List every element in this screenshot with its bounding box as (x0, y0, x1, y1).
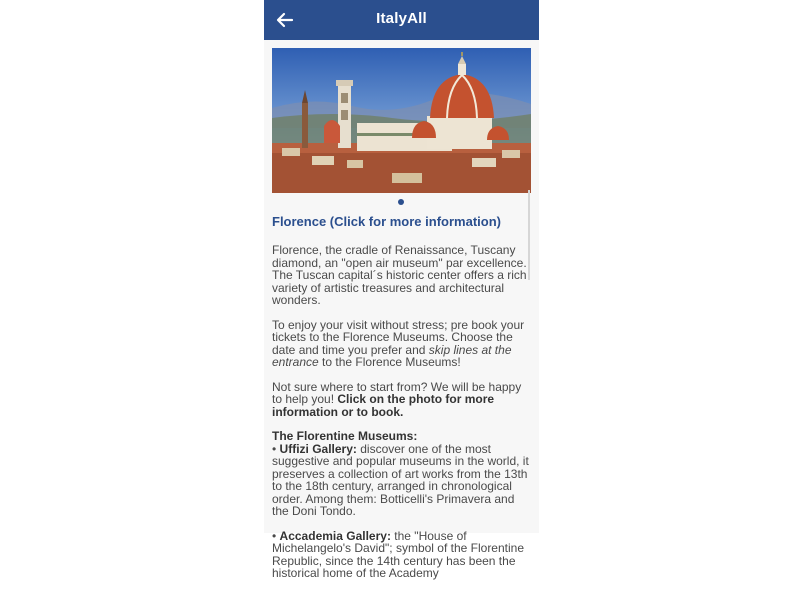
app-title: ItalyAll (376, 10, 427, 27)
florence-photo[interactable] (272, 48, 531, 193)
help-cta-text: Click on the photo for more information or to book. (272, 392, 495, 419)
bullet-icon: • (272, 528, 280, 543)
accademia-description: the "House of Michelangelo's David"; symbol of the Florentine Republic, since the 14th century has been the historical home of the Academy (272, 528, 525, 580)
museums-section (272, 430, 534, 518)
museums-title: The Florentine Museums: (272, 429, 418, 443)
accademia-item (272, 530, 534, 580)
uffizi-label: Uffizi Gallery: (279, 441, 357, 456)
booking-text-emphasis: skip lines at the entrance (272, 342, 512, 369)
accademia-label: Accademia Gallery: (279, 528, 391, 543)
bullet-icon: • (272, 441, 280, 456)
booking-text-a: To enjoy your visit without stress; pre book your tickets to the Florence Museums. Choose the date and time you prefer and (272, 317, 525, 357)
article-body (272, 214, 534, 592)
carousel-indicator-dot[interactable] (398, 199, 404, 205)
phone-screen (264, 0, 539, 580)
help-text: Not sure where to start from? We will be happy to help you! (272, 379, 522, 406)
booking-text-b: to the Florence Museums! (318, 355, 461, 369)
booking-paragraph (272, 319, 534, 369)
article-heading-link[interactable]: Florence (Click for more information) (272, 214, 501, 229)
help-paragraph (272, 381, 534, 419)
uffizi-description: discover one of the most suggestive and popular museums in the world, it preserves a collection of art works from the 13th to the 18th century, arranged in chronological order. Among them: Botticelli's Primavera and the Doni Tondo. (272, 441, 529, 518)
content-scroll-area[interactable] (264, 40, 539, 580)
app-bar (264, 0, 539, 40)
florence-skyline-image (272, 48, 531, 193)
intro-paragraph: Florence, the cradle of Renaissance, Tuscany diamond, an "open air museum" par excellence. The Tuscan capital´s historic center offers a rich variety of artistic treasures and architectural wonders. (272, 243, 527, 307)
